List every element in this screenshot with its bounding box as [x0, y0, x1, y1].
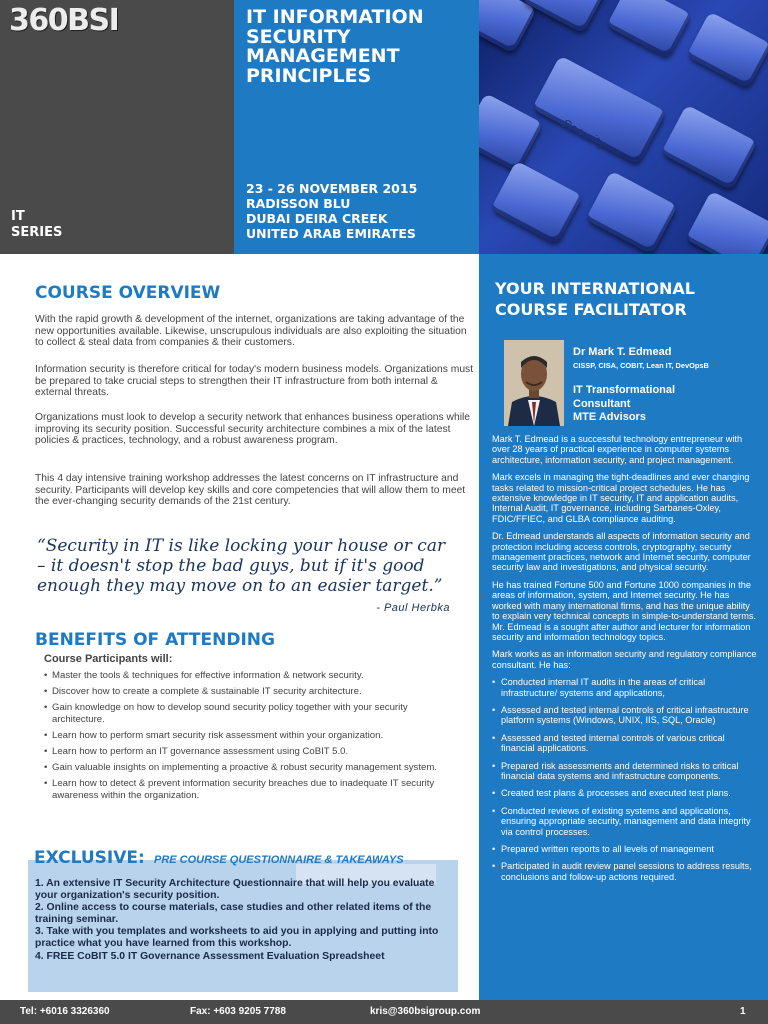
facilitator-heading [495, 278, 695, 320]
facilitator-name: Dr Mark T. Edmead [573, 346, 672, 358]
exclusive-item: 3. Take with you templates and worksheets to aid you in applying and putting into practice what you have learned from this workshop. [35, 926, 439, 949]
pull-quote: “Security in IT is like locking your house or car – it doesn't stop the bad guys, but if it's good enough they may move on to an easier target.” [37, 536, 446, 596]
overview-paragraph: Organizations must look to develop a security network that enhances business operations while improving its security position. Successful security architecture combines a mix of the latest policies & practices, technology, and a robust awareness program. [35, 412, 470, 447]
experience-item: • Created test plans & processes and executed test plans. [492, 788, 760, 798]
experience-item: • Assessed and tested internal controls of various critical financial applications. [492, 733, 760, 754]
facilitator-certifications: CISSP, CISA, COBIT, Lean IT, DevOpsB [573, 361, 709, 370]
facilitator-photo [504, 340, 564, 426]
experience-item: • Prepared written reports to all levels of management [492, 844, 760, 854]
bio-paragraph: Mark excels in managing the tight-deadlines and ever changing tasks related to mission-critical project schedules. He has extensive knowledge in IT security, IT and application audits, Internal Audit, IT governance, including Sarbanes-Oxley, FDIC/FFIEC, and GLBA compliance auditing. [492, 472, 750, 524]
brand-panel [0, 0, 234, 254]
experience-item: • Prepared risk assessments and determined risks to critical financial data systems and infrastructure components. [492, 761, 760, 782]
bio-paragraph: Mark T. Edmead is a successful technology entrepreneur with over 28 years of practical experience in computer systems architecture, information security, and project management. [492, 434, 743, 465]
exclusive-item: 2. Online access to course materials, case studies and other related items of the training seminar. [35, 902, 432, 925]
exclusive-item: 1. An extensive IT Security Architecture Questionnaire that will help you evaluate your organization's security position. [35, 878, 435, 901]
facilitator-role [573, 384, 758, 425]
benefits-heading: BENEFITS OF ATTENDING [35, 630, 275, 650]
keyboard-key [479, 0, 537, 54]
exclusive-list [35, 878, 455, 963]
footer-email[interactable]: kris@360bsigroup.com [370, 1006, 481, 1017]
title-panel [234, 0, 479, 254]
facilitator-role-line: Consultant [573, 397, 631, 410]
portrait-illustration [504, 340, 564, 426]
exclusive-item: 4. FREE CoBIT 5.0 IT Governance Assessment Evaluation Spreadsheet [35, 950, 385, 962]
facilitator-heading-line: YOUR INTERNATIONAL [495, 279, 695, 298]
event-details [246, 181, 474, 241]
facilitator-role-line: IT Transformational [573, 384, 676, 396]
footer-fax: Fax: +603 9205 7788 [190, 1006, 286, 1017]
keyboard-key [521, 0, 606, 34]
benefit-item: • Discover how to create a complete & sustainable IT security architecture. [44, 686, 454, 698]
course-title [246, 8, 474, 86]
series-label [11, 209, 62, 241]
course-title-line: PRINCIPLES [246, 64, 372, 87]
experience-item: • Assessed and tested internal controls of critical infrastructure platform systems (Windows, UNIX, IIS, SQL, Oracle) [492, 705, 760, 726]
overview-paragraph: This 4 day intensive training workshop addresses the latest concerns on IT infrastructure and security. Participants will develop key skills and core competencies that will allow them to meet the ever-changing security demands of the 21st century. [35, 473, 466, 508]
overview-paragraph: With the rapid growth & development of the internet, organizations are taking advantage of the new opportunities available. Likewise, unscrupulous individuals are also exploiting the situation to collect & steal data from companies & their customers. [35, 314, 467, 349]
benefit-item: • Gain valuable insights on implementing a proactive & robust security management system. [44, 762, 454, 774]
facilitator-heading-line: COURSE FACILITATOR [495, 300, 687, 319]
benefit-item: • Learn how to detect & prevent information security breaches due to inadequate IT security awareness within the organization. [44, 778, 454, 802]
course-title-line: MANAGEMENT [246, 45, 400, 67]
facilitator-bio [492, 434, 760, 889]
benefits-list [44, 670, 454, 806]
series-line-2: SERIES [11, 225, 63, 240]
bio-paragraph: Dr. Edmead understands all aspects of information security and protection including access controls, cryptography, security management practices, network and Internet security, computer security law and investigations, and physical security. [492, 531, 751, 573]
benefit-item: • Master the tools & techniques for effective information & network security. [44, 670, 454, 682]
experience-item: • Participated in audit review panel sessions to address results, conclusions and follow-up actions required. [492, 861, 760, 882]
keyboard-key [490, 161, 582, 245]
keyboard-key [685, 191, 768, 254]
keyboard-key [661, 104, 757, 190]
bio-paragraph: He has trained Fortune 500 and Fortune 1000 companies in the areas of information, system, and Internet security. He has worked with many international firms, and has the unique ability to explain very technical concepts in simple-to-understand terms. Mr. Edmead is a sought after author and lecturer for information security and information technology topics. [492, 579, 757, 642]
benefit-item: • Gain knowledge on how to develop sound security policy together with your security architecture. [44, 702, 454, 726]
company-logo: 360BSI [9, 3, 119, 38]
experience-list [492, 677, 760, 882]
event-date: 23 - 26 NOVEMBER 2015 [246, 181, 418, 196]
keyboard-key [606, 0, 691, 59]
event-location: DUBAI DEIRA CREEK [246, 211, 388, 226]
series-line-1: IT [11, 209, 25, 224]
page-number: 1 [740, 1006, 746, 1017]
course-title-line: IT INFORMATION [246, 6, 424, 28]
bio-paragraph: Mark works as an information security and regulatory compliance consultant. He has: [492, 649, 757, 670]
overview-paragraph: Information security is therefore critical for today's modern business models. Organizations must be prepared to take crucial steps to strengthen their IT infrastructure from both internal & external threats. [35, 364, 474, 399]
course-overview-heading: COURSE OVERVIEW [35, 283, 221, 303]
experience-item: • Conducted reviews of existing systems and applications, ensuring appropriate security, management and data integrity via control processes. [492, 806, 760, 837]
course-title-line: SECURITY [246, 25, 351, 48]
facilitator-panel [479, 254, 768, 1000]
event-country: UNITED ARAB EMIRATES [246, 226, 416, 241]
quote-author: - Paul Herbka [376, 602, 450, 614]
event-venue: RADISSON BLU [246, 196, 351, 211]
benefit-item: • Learn how to perform an IT governance assessment using CoBIT 5.0. [44, 746, 454, 758]
footer-phone: Tel: +6016 3326360 [20, 1006, 110, 1017]
keyboard-photo [479, 0, 768, 254]
key-label: Security [559, 116, 609, 152]
keyboard-key [585, 171, 677, 254]
participants-label: Course Participants will: [44, 653, 173, 665]
keyboard-key [686, 11, 768, 88]
footer-bar [0, 1000, 768, 1024]
benefit-item: • Learn how to perform smart security risk assessment within your organization. [44, 730, 454, 742]
experience-item: • Conducted internal IT audits in the areas of critical infrastructure/ systems and applications, [492, 677, 760, 698]
exclusive-subheading: PRE COURSE QUESTIONNAIRE & TAKEAWAYS [154, 854, 404, 866]
exclusive-heading: EXCLUSIVE: [34, 848, 145, 868]
facilitator-company: MTE Advisors [573, 411, 646, 423]
